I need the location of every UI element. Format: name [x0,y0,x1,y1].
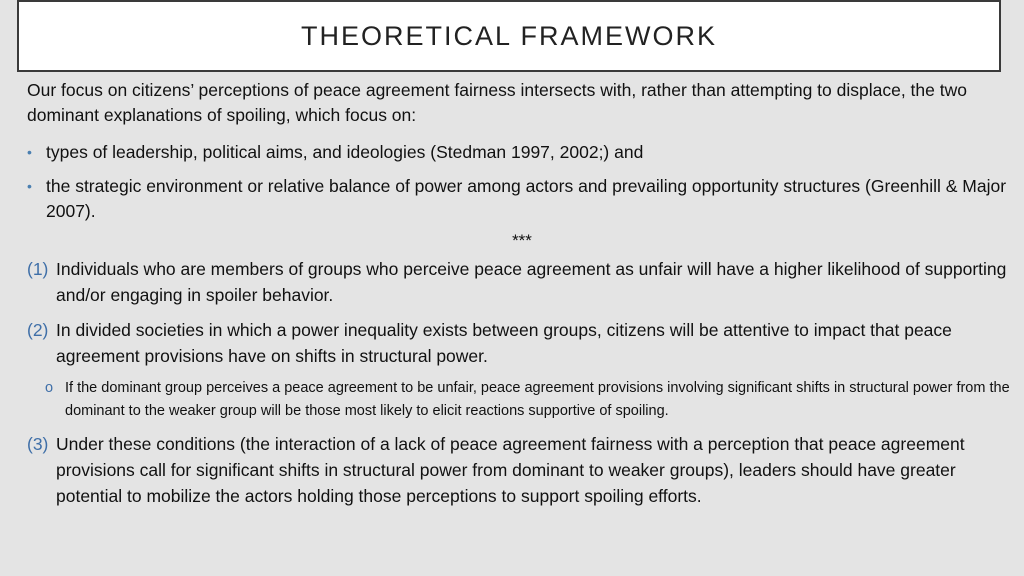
title-box [17,0,1001,72]
hypothesis-3 [27,431,1017,509]
intro-paragraph: Our focus on citizens’ perceptions of peace agreement fairness intersects with, rather than attempting to displace, the two dominant explanations of spoiling, which focus on: [27,80,967,125]
bullet-text: types of leadership, political aims, and ideologies (Stedman 1997, 2002;) and [46,142,644,162]
hypothesis-text: Under these conditions (the interaction of a lack of peace agreement fairness with a perception that peace agreement provisions call for significant shifts in structural power from dominant to weaker groups), leaders should have greater potential to mobilize the actors holding those perceptions to support spoiling efforts. [56,434,965,506]
hypothesis-text: Individuals who are members of groups who perceive peace agreement as unfair will have a higher likelihood of supporting and/or engaging in spoiler behavior. [56,259,1007,305]
bullet-item [27,140,1017,165]
slide-content [27,78,1017,509]
hypothesis-number: (3) [27,434,49,454]
bullet-text: the strategic environment or relative balance of power among actors and prevailing opportunity structures (Greenhill & Major 2007). [46,176,1007,221]
bullet-dot-icon: • [27,144,32,160]
hypothesis-number: (2) [27,320,49,340]
bullet-dot-icon: • [27,178,32,194]
hypothesis-text: In divided societies in which a power inequality exists between groups, citizens will be attentive to impact that peace agreement provisions have on shifts in structural power. [56,320,952,366]
sub-bullet-text: If the dominant group perceives a peace agreement to be unfair, peace agreement provisions involving significant shifts in structural power from the dominant to the weaker group will be those most likely to elicit reactions supportive of spoiling. [65,380,1010,419]
hypothesis-1 [27,256,1017,308]
hypothesis-number: (1) [27,259,49,279]
separator: *** [512,231,532,250]
hypothesis-2 [27,317,1017,369]
bullet-item [27,174,1017,224]
sub-bullet-item [27,377,1017,423]
circle-bullet-icon: o [45,380,54,396]
slide-title: THEORETICAL FRAMEWORK [300,20,718,51]
